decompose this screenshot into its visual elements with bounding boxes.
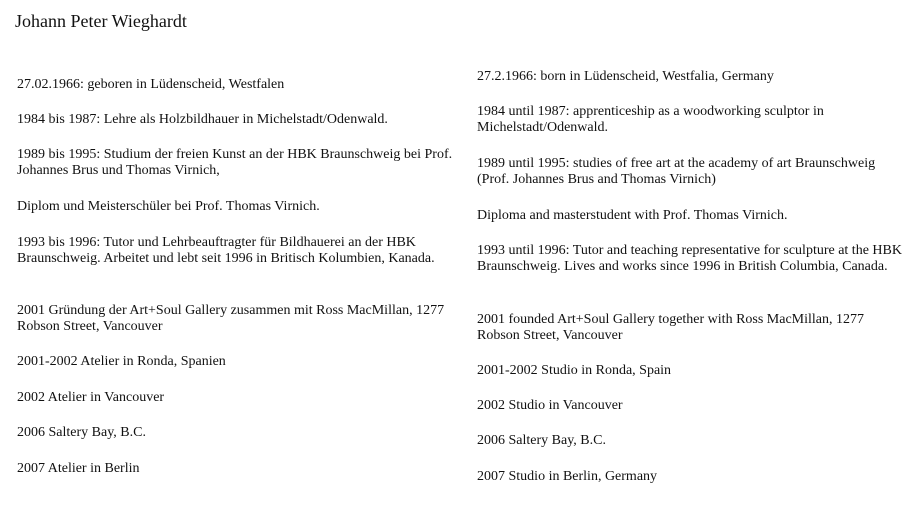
bio-entry-de-7: 2001-2002 Atelier in Ronda, Spanien: [17, 354, 226, 369]
bio-entry-de-4: Diplom und Meisterschüler bei Prof. Thomas Virnich.: [17, 199, 320, 214]
bio-entry-en-3: 1989 until 1995: studies of free art at the academy of art Braunschweig (Prof. Johannes Brus and Thomas Virnich): [477, 156, 876, 187]
bio-entry-en-1: 27.2.1966: born in Lüdenscheid, Westfalia, Germany: [477, 69, 774, 84]
bio-entry-de-3: 1989 bis 1995: Studium der freien Kunst an der HBK Braunschweig bei Prof. Johannes Brus und Thomas Virnich,: [17, 147, 453, 178]
bio-entry-de-9: 2006 Saltery Bay, B.C.: [17, 425, 146, 440]
bio-entry-en-8: 2002 Studio in Vancouver: [477, 398, 623, 413]
bio-entry-en-9: 2006 Saltery Bay, B.C.: [477, 433, 606, 448]
bio-entry-de-8: 2002 Atelier in Vancouver: [17, 390, 165, 405]
bio-entry-de-1: 27.02.1966: geboren in Lüdenscheid, Westfalen: [17, 77, 285, 92]
page-title: Johann Peter Wieghardt: [15, 11, 187, 31]
bio-entry-de-2: 1984 bis 1987: Lehre als Holzbildhauer in Michelstadt/Odenwald.: [17, 112, 388, 127]
bio-entry-de-10: 2007 Atelier in Berlin: [17, 461, 140, 476]
bio-entry-de-6: 2001 Gründung der Art+Soul Gallery zusammen mit Ross MacMillan, 1277 Robson Street, Vancouver: [17, 303, 445, 334]
bio-entry-en-10: 2007 Studio in Berlin, Germany: [477, 469, 658, 484]
bio-entry-en-2: 1984 until 1987: apprenticeship as a woodworking sculptor in Michelstadt/Odenwald.: [477, 104, 824, 135]
bio-entry-en-7: 2001-2002 Studio in Ronda, Spain: [477, 363, 672, 378]
bio-entry-en-4: Diploma and masterstudent with Prof. Thomas Virnich.: [477, 208, 788, 223]
bio-entry-en-5: 1993 until 1996: Tutor and teaching representative for sculpture at the HBK Braunschweig. Lives and works since 1996 in British Columbia, Canada.: [477, 243, 902, 274]
bio-entry-de-5: 1993 bis 1996: Tutor und Lehrbeauftragter für Bildhauerei an der HBK Braunschweig. Arbeitet und lebt seit 1996 in Britisch Kolumbien, Kanada.: [17, 235, 435, 266]
bio-entry-en-6: 2001 founded Art+Soul Gallery together with Ross MacMillan, 1277 Robson Street, Vancouver: [477, 312, 865, 343]
